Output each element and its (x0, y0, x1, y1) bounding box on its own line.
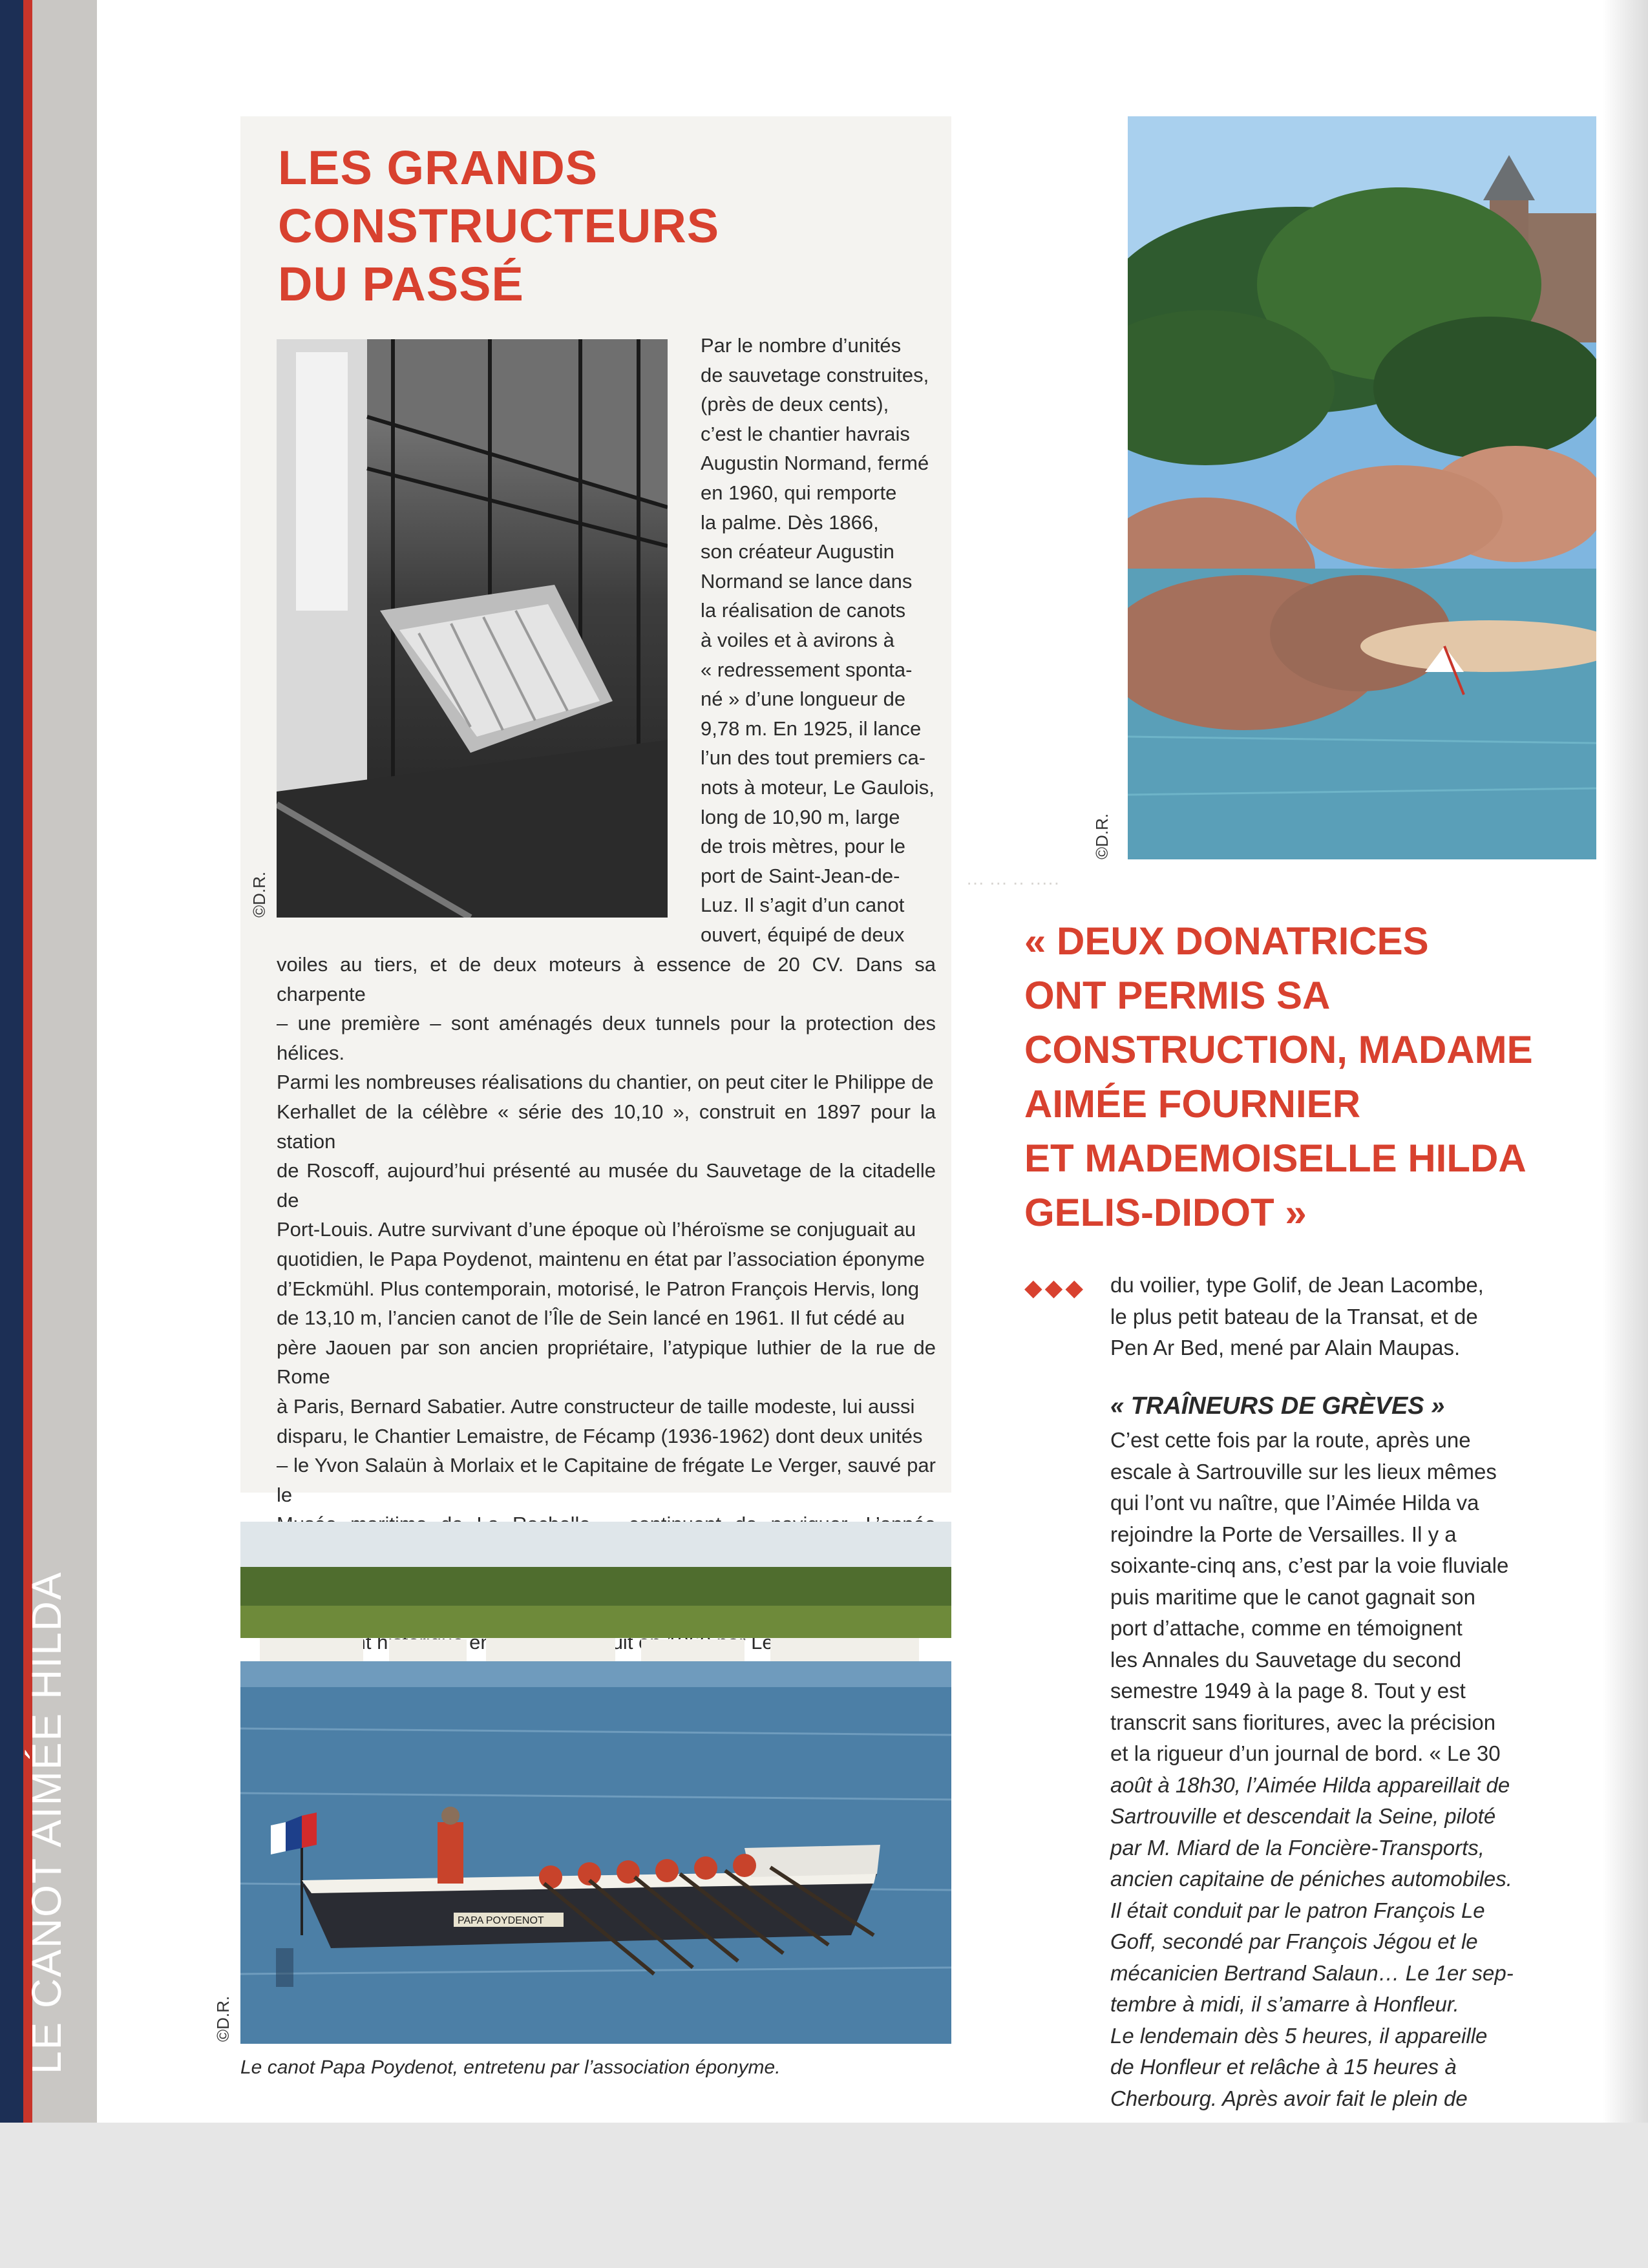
text-line: tembre à midi, il s’amarre à Honfleur. (1110, 1992, 1459, 2016)
spine-dark-edge (0, 0, 23, 2123)
bleed-through: ··· ··· ·· ····· (966, 872, 1060, 892)
text-line: par M. Miard de la Foncière-Transports, (1110, 1835, 1484, 1860)
text-line: ouvert, équipé de deux (701, 923, 905, 946)
heading-line: DU PASSÉ (278, 257, 524, 311)
text-line: Kerhallet de la célèbre « série des 10,10 », construit en 1897 pour la station (277, 1100, 936, 1153)
text-line: nots à moteur, Le Gaulois, (701, 775, 935, 799)
text-line: Cherbourg. Après avoir fait le plein de (1110, 2086, 1468, 2110)
text-line: 9,78 m. En 1925, il lance (701, 717, 922, 740)
text-line: à Paris, Bernard Sabatier. Autre constructeur de taille modeste, lui aussi (277, 1394, 915, 1418)
text-line: de 13,10 m, l’ancien canot de l’Île de Sein lancé en 1961. Il fut cédé au (277, 1307, 905, 1330)
text-line: et la rigueur d’un journal de bord. « Le 30 (1110, 1741, 1501, 1765)
text-line: Pen Ar Bed, mené par Alain Maupas. (1110, 1336, 1461, 1360)
text-line: d’Eckmühl. Plus contemporain, motorisé, le Patron François Hervis, long (277, 1277, 920, 1300)
photo-credit: ©D.R. (213, 1995, 233, 2042)
pull-quote (1024, 914, 1533, 1240)
text-line: août à 18h30, l’Aimée Hilda appareillait de (1110, 1772, 1510, 1797)
quote-line: CONSTRUCTION, MADAME (1024, 1028, 1533, 1071)
text-line: Normand se lance dans (701, 569, 913, 593)
page-fold (1603, 0, 1648, 2123)
text-line: de trois mètres, pour le (701, 835, 906, 858)
text-line: de sauvetage construites, (701, 363, 929, 386)
quote-line: AIMÉE FOURNIER (1024, 1082, 1361, 1126)
text-line: port d’attache, comme en témoignent (1110, 1616, 1463, 1640)
photo-caption: Le canot Papa Poydenot, entretenu par l’association éponyme. (240, 2057, 781, 2078)
text-line: C’est cette fois par la route, après une (1110, 1428, 1471, 1452)
heading-line: CONSTRUCTEURS (278, 199, 720, 253)
text-line: disparu, le Chantier Lemaistre, de Fécamp (1936-1962) dont deux unités (277, 1424, 923, 1447)
photo-credit: ©D.R. (249, 871, 269, 918)
text-line: port de Saint-Jean-de- (701, 864, 900, 887)
text-line: mécanicien Bertrand Salaun… Le 1er sep- (1110, 1960, 1514, 1985)
text-line: quotidien, le Papa Poydenot, maintenu en état par l’association éponyme (277, 1247, 925, 1270)
text-line: transcrit sans fioritures, avec la précision (1110, 1710, 1496, 1734)
continued-paragraph (1110, 1270, 1529, 1364)
quote-line: GELIS-DIDOT » (1024, 1191, 1307, 1234)
text-line: puis maritime que le canot gagnait son (1110, 1584, 1475, 1609)
text-line: en 1960, qui remporte (701, 481, 897, 504)
text-line: la réalisation de canots (701, 599, 906, 622)
hull-name: PAPA POYDENOT (458, 1915, 544, 1926)
workshop-photo (277, 339, 668, 918)
diamond-separator-icon: ◆◆◆ (1024, 1274, 1086, 1301)
text-line: – le Yvon Salaün à Morlaix et le Capitaine de frégate Le Verger, sauvé par le (277, 1454, 936, 1506)
text-line: la palme. Dès 1866, (701, 510, 879, 534)
quote-line: ET MADEMOISELLE HILDA (1024, 1137, 1527, 1180)
text-line: Port-Louis. Autre survivant d’une époque où l’héroïsme se conjuguait au (277, 1218, 916, 1241)
text-line: – une première – sont aménagés deux tunnels pour la protection des hélices. (277, 1012, 936, 1064)
text-line: Goff, secondé par François Jégou et le (1110, 1929, 1478, 1953)
text-line: soixante-cinq ans, c’est par la voie fluviale (1110, 1553, 1509, 1577)
text-line: les Annales du Sauvetage du second (1110, 1647, 1462, 1672)
text-line: né » d’une longueur de (701, 688, 906, 711)
coastline-photo (1128, 116, 1596, 859)
text-line: semestre 1949 à la page 8. Tout y est (1110, 1679, 1466, 1703)
text-line: l’un des tout premiers ca- (701, 746, 926, 770)
quote-line: « DEUX DONATRICES (1024, 919, 1429, 963)
text-line: en (469, 1630, 492, 1654)
rowing-boat-photo (240, 1522, 951, 2044)
text-line: du voilier, type Golif, de Jean Lacombe, (1110, 1273, 1484, 1297)
right-paragraph (1110, 1425, 1529, 2114)
text-line: long de 10,90 m, large (701, 805, 900, 828)
text-line: à voiles et à avirons à (701, 628, 894, 651)
section-title-vertical: LE CANOT AIMÉE HILDA (23, 1571, 70, 2074)
box-heading (278, 139, 743, 313)
scanner-bottom-margin (0, 2123, 1648, 2268)
text-line: son créateur Augustin (701, 540, 894, 563)
text-line: Luz. Il s’agit d’un canot (701, 894, 905, 917)
text-line: « redressement sponta- (701, 658, 913, 681)
text-line: escale à Sartrouville sur les lieux mêmes (1110, 1459, 1497, 1484)
text-line: (près de deux cents), (701, 393, 889, 416)
text-line: père Jaouen par son ancien propriétaire, l’atypique luthier de la rue de Rome (277, 1336, 936, 1389)
text-line: de Honfleur et relâche à 15 heures à (1110, 2055, 1457, 2079)
heading-line: LES GRANDS (278, 141, 598, 194)
text-line: qui l’ont vu naître, que l’Aimée Hilda va (1110, 1491, 1479, 1515)
text-line: Parmi les nombreuses réalisations du chantier, on peut citer le Philippe de (277, 1071, 934, 1094)
text-line: Sartrouville et descendait la Seine, piloté (1110, 1804, 1496, 1828)
text-line: Par le nombre d’unités (701, 334, 902, 357)
text-line: ancien capitaine de péniches automobiles. (1110, 1867, 1512, 1891)
text-line: le plus petit bateau de la Transat, et de (1110, 1304, 1478, 1328)
text-line: Il était conduit par le patron François Le (1110, 1898, 1485, 1922)
text-line: Le lendemain dès 5 heures, il appareille (1110, 2023, 1488, 2048)
photo-credit: ©D.R. (1092, 813, 1112, 859)
intro-paragraph (701, 331, 936, 949)
subheading: « TRAÎNEURS DE GRÈVES » (1110, 1392, 1445, 1420)
text-line: c’est le chantier havrais (701, 422, 910, 445)
text-line: de Roscoff, aujourd’hui présenté au musée du Sauvetage de la citadelle de (277, 1159, 936, 1212)
quote-line: ONT PERMIS SA (1024, 974, 1331, 1017)
text-line: Augustin Normand, fermé (701, 452, 929, 475)
text-line: rejoindre la Porte de Versailles. Il y a (1110, 1522, 1457, 1546)
text-line: voiles au tiers, et de deux moteurs à essence de 20 CV. Dans sa charpente (277, 953, 936, 1005)
